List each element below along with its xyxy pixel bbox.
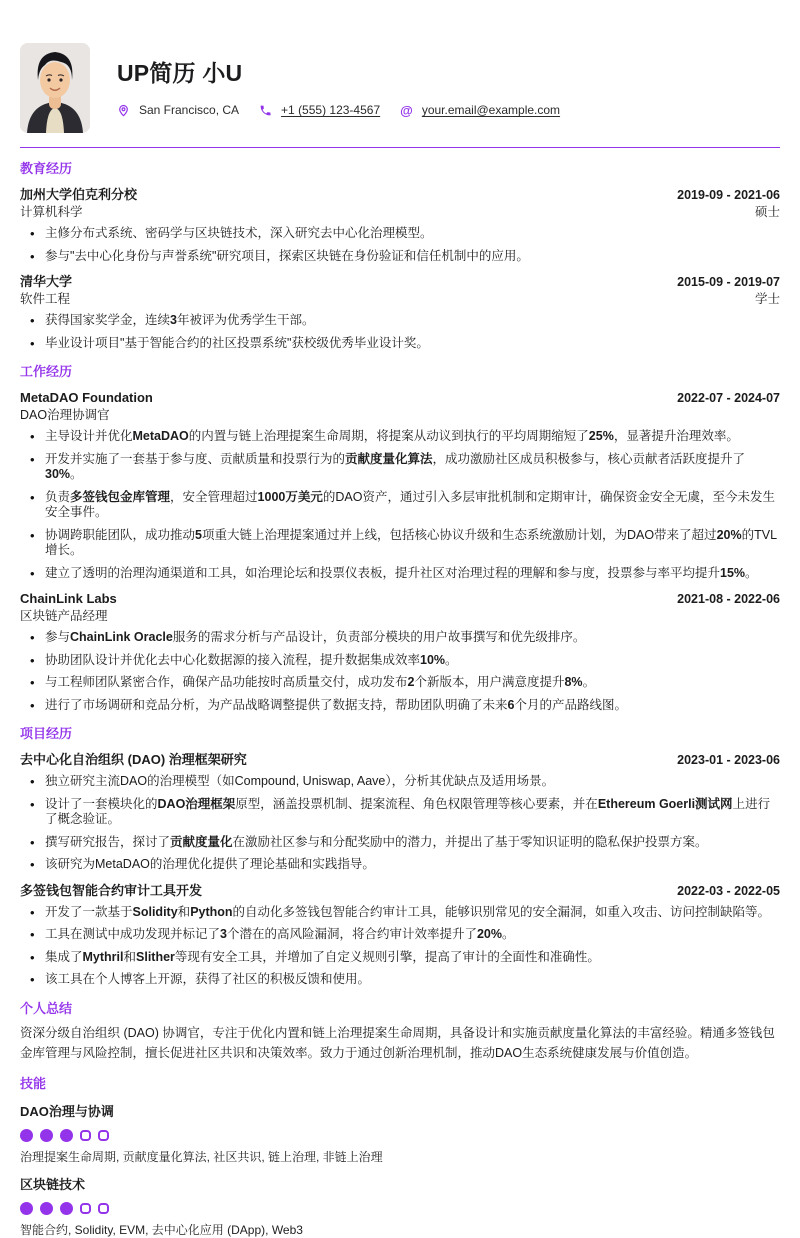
map-pin-icon [117, 104, 130, 117]
bullet-item: • 开发了一款基于Solidity和Python的自动化多签钱包智能合约审计工具，能够识别常见的安全漏洞，如重入攻击、访问控制缺陷等。 [20, 905, 780, 921]
entry-subhead [20, 407, 780, 423]
at-icon: @ [400, 102, 413, 118]
entry-subhead [20, 608, 780, 624]
education-entry [20, 273, 780, 351]
skill-dot-empty [80, 1203, 91, 1214]
skill-dot-empty [98, 1130, 109, 1141]
bullet-item: • 毕业设计项目"基于智能合约的社区投票系统"获校级优秀毕业设计奖。 [20, 336, 780, 352]
bullet-list [20, 774, 780, 873]
project-entry [20, 751, 780, 873]
school-name: 清华大学 [20, 274, 73, 289]
skill-dot-filled [60, 1202, 73, 1215]
school-name: 加州大学伯克利分校 [20, 187, 138, 202]
header-text [117, 43, 560, 117]
entry-subhead [20, 291, 780, 307]
skill-level-dots [20, 1129, 780, 1142]
summary-text: 资深分级自治组织 (DAO) 协调官，专注于优化内置和链上治理提案生命周期，具备设计和实施贡献度量化算法的丰富经验。精通多签钱包金库管理与风险控制，擅长促进社区共识和决策效率。致力于通过创新治理机制，推动DAO生态系统健康发展与价值创造。 [20, 1025, 775, 1060]
phone-icon [259, 104, 272, 117]
skill-keywords: 治理提案生命周期, 贡献度量化算法, 社区共识, 链上治理, 非链上治理 [20, 1149, 383, 1164]
project-entry [20, 882, 780, 988]
header-divider [20, 147, 780, 148]
section-heading-education: 教育经历 [20, 161, 73, 176]
bullet-item: • 与工程师团队紧密合作，确保产品功能按时高质量交付，成功发布2个新版本，用户满意度提升8%。 [20, 675, 780, 691]
section-summary [20, 1000, 780, 1063]
section-education [20, 160, 780, 351]
work-entry [20, 590, 780, 713]
bullet-list [20, 226, 780, 264]
entry-date: 2021-08 - 2022-06 [677, 592, 780, 606]
skill-name: DAO治理与协调 [20, 1103, 114, 1119]
skill-dot-empty [80, 1130, 91, 1141]
bullet-item: • 撰写研究报告，探讨了贡献度量化在激励社区参与和分配奖励中的潜力，并提出了基于零知识证明的隐私保护投票方案。 [20, 835, 780, 851]
education-entry [20, 186, 780, 264]
bullet-list [20, 905, 780, 988]
skill-dot-filled [20, 1129, 33, 1142]
bullet-item: • 协助团队设计并优化去中心化数据源的接入流程，提升数据集成效率10%。 [20, 653, 780, 669]
bullet-item: • 主修分布式系统、密码学与区块链技术，深入研究去中心化治理模型。 [20, 226, 780, 242]
skill-keywords: 智能合约, Solidity, EVM, 去中心化应用 (DApp), Web3 [20, 1222, 303, 1237]
email-link[interactable]: your.email@example.com [421, 103, 561, 117]
bullet-item: • 主导设计并优化MetaDAO的内置与链上治理提案生命周期，将提案从动议到执行的平均周期缩短了25%，显著提升治理效率。 [20, 429, 780, 445]
bullet-item: • 独立研究主流DAO的治理模型（如Compound, Uniswap, Aave），分析其优缺点及适用场景。 [20, 774, 780, 790]
entry-head [20, 273, 780, 290]
role-name: 区块链产品经理 [20, 609, 108, 623]
skill-dot-filled [40, 1129, 53, 1142]
phone-link[interactable]: +1 (555) 123-4567 [281, 103, 381, 117]
project-title: 去中心化自治组织 (DAO) 治理框架研究 [20, 752, 247, 767]
bullet-list [20, 313, 780, 351]
skill-dot-filled [60, 1129, 73, 1142]
section-skills [20, 1075, 780, 1238]
role-name: DAO治理协调官 [20, 408, 110, 422]
entry-date: 2022-07 - 2024-07 [677, 391, 780, 405]
profile-photo [20, 43, 90, 133]
entry-head [20, 590, 780, 607]
skill-item [20, 1176, 780, 1238]
bullet-item: • 参与ChainLink Oracle服务的需求分析与产品设计，负责部分模块的用户故事撰写和优先级排序。 [20, 630, 780, 646]
bullet-item: • 进行了市场调研和竞品分析，为产品战略调整提供了数据支持，帮助团队明确了未来6个月的产品路线图。 [20, 698, 780, 714]
bullet-item: • 负责多签钱包金库管理，安全管理超过1000万美元的DAO资产，通过引入多层审批机制和定期审计，确保资金安全无虞，至今未发生安全事件。 [20, 490, 780, 521]
location-text: San Francisco, CA [139, 103, 240, 117]
bullet-list [20, 630, 780, 713]
header [20, 43, 780, 133]
bullet-item: • 参与"去中心化身份与声誉系统"研究项目，探索区块链在身份验证和信任机制中的应用。 [20, 249, 780, 265]
section-heading-projects: 项目经历 [20, 726, 73, 741]
skill-dot-filled [40, 1202, 53, 1215]
company-name: ChainLink Labs [20, 591, 117, 606]
entry-head [20, 186, 780, 203]
entry-head [20, 751, 780, 768]
bullet-item: • 建立了透明的治理沟通渠道和工具，如治理论坛和投票仪表板，提升社区对治理过程的理解和参与度，投票参与率平均提升15%。 [20, 566, 780, 582]
bullet-item: • 该工具在个人博客上开源，获得了社区的积极反馈和使用。 [20, 972, 780, 988]
section-heading-skills: 技能 [20, 1075, 47, 1091]
section-work [20, 363, 780, 713]
bullet-item: • 协调跨职能团队，成功推动5项重大链上治理提案通过并上线，包括核心协议升级和生态系统激励计划，为DAO带来了超过20%的TVL增长。 [20, 528, 780, 559]
bullet-item: • 该研究为MetaDAO的治理优化提供了理论基础和实践指导。 [20, 857, 780, 873]
bullet-item: • 获得国家奖学金，连续3年被评为优秀学生干部。 [20, 313, 780, 329]
bullet-item: • 设计了一套模块化的DAO治理框架原型，涵盖投票机制、提案流程、角色权限管理等核心要素，并在Ethereum Goerli测试网上进行了概念验证。 [20, 797, 780, 828]
section-heading-work: 工作经历 [20, 364, 73, 379]
section-projects [20, 725, 780, 988]
project-title: 多签钱包智能合约审计工具开发 [20, 882, 203, 898]
entry-subhead [20, 204, 780, 220]
entry-date: 2015-09 - 2019-07 [677, 275, 780, 289]
bullet-list [20, 429, 780, 581]
major-name: 软件工程 [20, 292, 71, 306]
profile-photo-illustration [20, 43, 90, 133]
bullet-item: • 集成了Mythril和Slither等现有安全工具，并增加了自定义规则引擎，提高了审计的全面性和准确性。 [20, 950, 780, 966]
skill-dot-filled [20, 1202, 33, 1215]
degree-name: 学士 [754, 292, 780, 306]
contact-row [117, 103, 560, 117]
bullet-item: • 开发并实施了一套基于参与度、贡献质量和投票行为的贡献度量化算法，成功激励社区成员积极参与，核心贡献者活跃度提升了30%。 [20, 452, 780, 483]
skill-level-dots [20, 1202, 780, 1215]
profile-name: UP简历 小U [117, 60, 243, 86]
bullet-item: • 工具在测试中成功发现并标记了3个潜在的高风险漏洞，将合约审计效率提升了20%。 [20, 927, 780, 943]
skill-name: 区块链技术 [20, 1176, 86, 1192]
degree-name: 硕士 [754, 205, 780, 219]
skill-item [20, 1103, 780, 1165]
major-name: 计算机科学 [20, 205, 83, 219]
entry-date: 2022-03 - 2022-05 [677, 883, 780, 898]
section-heading-summary: 个人总结 [20, 1000, 73, 1016]
entry-date: 2023-01 - 2023-06 [677, 753, 780, 767]
work-entry [20, 389, 780, 581]
entry-head [20, 882, 780, 899]
entry-date: 2019-09 - 2021-06 [677, 188, 780, 202]
company-name: MetaDAO Foundation [20, 390, 153, 405]
skill-dot-empty [98, 1203, 109, 1214]
entry-head [20, 389, 780, 406]
